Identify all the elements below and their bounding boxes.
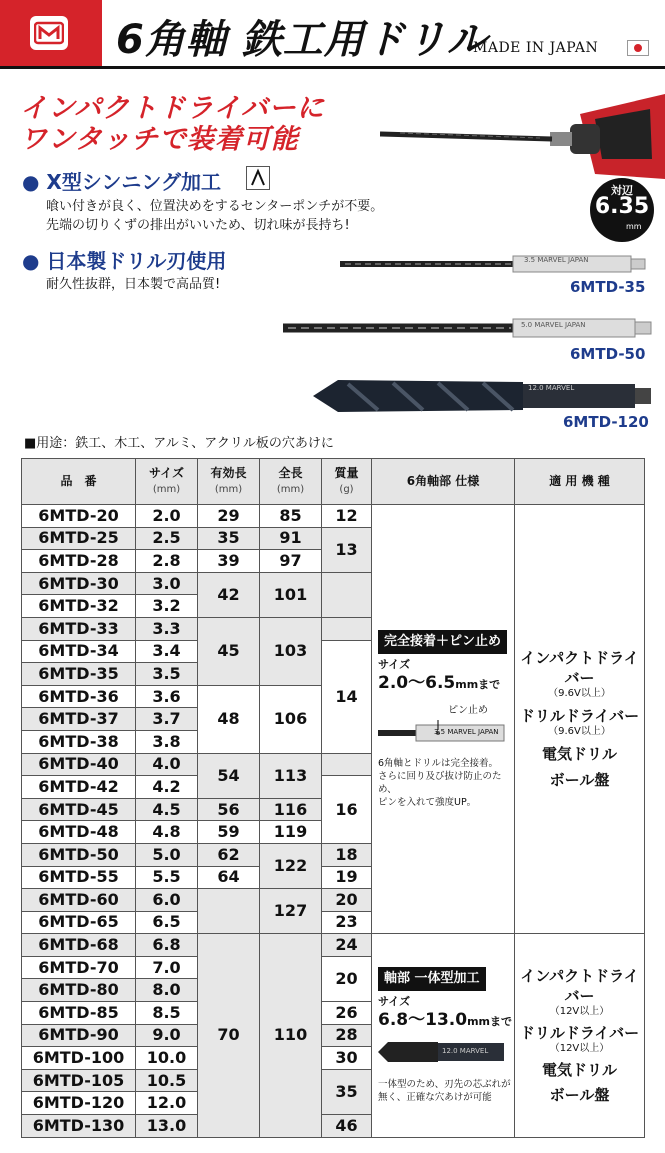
mass-cell: 28 [322, 1024, 372, 1047]
part-number-cell: 6MTD-105 [22, 1069, 136, 1092]
col-header-effective-length: 有効長 (mm) [198, 459, 260, 505]
shank-spec-cell-2: 軸部 一体型加工 サイズ 6.8〜13.0mmまで 12.0 MARVEL 一体型のため、刃先の芯ぶれが 無く、正確な穴あけが可能 [372, 934, 515, 1137]
size-cell: 6.8 [136, 934, 198, 957]
part-number-cell: 6MTD-28 [22, 550, 136, 573]
machine-item: ボール盤 [549, 771, 610, 790]
brand-logo-icon [30, 16, 68, 50]
size-cell: 4.2 [136, 776, 198, 799]
feature-title-2: ● 日本製ドリル刃使用 [22, 249, 227, 273]
mass-cell: 18 [322, 843, 372, 866]
size-cell: 3.0 [136, 572, 198, 595]
machine-item: 電気ドリル [541, 745, 617, 764]
size-cell: 3.7 [136, 708, 198, 731]
made-in-label: MADE IN JAPAN [473, 40, 599, 56]
feature-title-1: ● X型シンニング加工 [22, 170, 221, 194]
drill-tip-icon [246, 166, 270, 190]
impact-driver-illustration [380, 64, 665, 184]
effective-length-cell: 62 [198, 843, 260, 866]
mass-cell: 14 [322, 640, 372, 753]
total-length-cell: 119 [260, 821, 322, 844]
part-number-cell: 6MTD-50 [22, 843, 136, 866]
part-number-cell: 6MTD-35 [22, 663, 136, 686]
page-title: 6角軸 鉄工用ドリル [116, 17, 488, 63]
part-number-cell: 6MTD-34 [22, 640, 136, 663]
part-number-cell: 6MTD-70 [22, 956, 136, 979]
size-cell: 2.0 [136, 505, 198, 528]
part-number-cell: 6MTD-85 [22, 1002, 136, 1025]
part-number-cell: 6MTD-60 [22, 889, 136, 912]
model-label-120: 6MTD-120 [563, 413, 649, 431]
size-cell: 5.0 [136, 843, 198, 866]
machine-cell-2 [515, 934, 645, 1137]
machine-item: 電気ドリル [541, 1060, 617, 1079]
effective-length-cell: 45 [198, 617, 260, 685]
effective-length-cell [198, 889, 260, 934]
size-cell: 3.8 [136, 730, 198, 753]
part-number-cell: 6MTD-25 [22, 527, 136, 550]
effective-length-cell: 56 [198, 798, 260, 821]
size-cell: 7.0 [136, 956, 198, 979]
spec-label-1: 完全接着＋ピン止め [378, 630, 507, 654]
size-cell: 13.0 [136, 1115, 198, 1138]
pin-label: ピン止め [448, 704, 488, 716]
total-length-cell: 91 [260, 527, 322, 550]
feature-desc-1a: 喰い付きが良く、位置決めをするセンターポンチが不要。 [46, 199, 384, 214]
mass-cell: 24 [322, 934, 372, 957]
col-header-part: 品 番 [22, 459, 136, 505]
part-number-cell: 6MTD-80 [22, 979, 136, 1002]
mass-cell: 12 [322, 505, 372, 528]
part-number-cell: 6MTD-38 [22, 730, 136, 753]
mass-cell: 16 [322, 776, 372, 844]
machine-item: ボール盤 [549, 1085, 610, 1104]
effective-length-cell: 70 [198, 934, 260, 1137]
machine-item: ドリルドライバー （9.6V以上） [519, 707, 640, 738]
mass-cell: 35 [322, 1069, 372, 1114]
mass-cell: 20 [322, 956, 372, 1001]
effective-length-cell: 29 [198, 505, 260, 528]
part-number-cell: 6MTD-40 [22, 753, 136, 776]
mass-cell: 26 [322, 1002, 372, 1025]
effective-length-cell: 42 [198, 572, 260, 617]
mass-cell: 13 [322, 527, 372, 572]
mass-cell: 46 [322, 1115, 372, 1138]
col-header-mass: 質量 (g) [322, 459, 372, 505]
size-cell: 3.4 [136, 640, 198, 663]
feature-desc-1b: 先端の切りくずの排出がいいため、切れ味が長持ち! [46, 218, 350, 233]
part-number-cell: 6MTD-100 [22, 1047, 136, 1070]
part-number-cell: 6MTD-33 [22, 617, 136, 640]
mass-cell [322, 617, 372, 640]
part-number-cell: 6MTD-30 [22, 572, 136, 595]
table-row [22, 934, 645, 957]
size-cell: 2.8 [136, 550, 198, 573]
machine-item: インパクトドライバー （12V以上） [520, 966, 639, 1017]
part-number-cell: 6MTD-32 [22, 595, 136, 618]
size-cell: 8.0 [136, 979, 198, 1002]
machine-item: ドリルドライバー （12V以上） [519, 1023, 640, 1054]
effective-length-cell: 59 [198, 821, 260, 844]
total-length-cell: 101 [260, 572, 322, 617]
drill-bit-50 [278, 312, 658, 344]
total-length-cell: 113 [260, 753, 322, 798]
size-cell: 8.5 [136, 1002, 198, 1025]
col-header-machine: 適 用 機 種 [515, 459, 645, 505]
size-cell: 3.5 [136, 663, 198, 686]
effective-length-cell: 39 [198, 550, 260, 573]
part-number-cell: 6MTD-37 [22, 708, 136, 731]
total-length-cell: 116 [260, 798, 322, 821]
size-cell: 3.2 [136, 595, 198, 618]
machine-cell-1 [515, 505, 645, 934]
drill-bit-35 [335, 250, 655, 278]
size-cell: 10.0 [136, 1047, 198, 1070]
size-cell: 4.8 [136, 821, 198, 844]
part-number-cell: 6MTD-20 [22, 505, 136, 528]
feature-desc-2: 耐久性抜群，日本製で高品質! [46, 277, 221, 292]
col-header-total-length: 全長 (mm) [260, 459, 322, 505]
model-label-50: 6MTD-50 [570, 345, 646, 363]
mass-cell: 30 [322, 1047, 372, 1070]
total-length-cell: 103 [260, 617, 322, 685]
model-label-35: 6MTD-35 [570, 278, 646, 296]
size-cell: 3.6 [136, 685, 198, 708]
spec-label-2: 軸部 一体型加工 [378, 967, 486, 991]
part-number-cell: 6MTD-65 [22, 911, 136, 934]
size-cell: 6.0 [136, 889, 198, 912]
effective-length-cell: 48 [198, 685, 260, 753]
size-cell: 2.5 [136, 527, 198, 550]
mass-cell: 19 [322, 866, 372, 889]
effective-length-cell: 35 [198, 527, 260, 550]
mass-cell: 23 [322, 911, 372, 934]
part-number-cell: 6MTD-55 [22, 866, 136, 889]
mass-cell [322, 753, 372, 776]
japan-flag-icon [627, 40, 649, 56]
total-length-cell: 97 [260, 550, 322, 573]
size-cell: 5.5 [136, 866, 198, 889]
part-number-cell: 6MTD-90 [22, 1024, 136, 1047]
effective-length-cell: 64 [198, 866, 260, 889]
col-header-shank-spec: 6角軸部 仕様 [372, 459, 515, 505]
machine-item: インパクトドライバー （9.6V以上） [520, 649, 639, 700]
mass-cell: 20 [322, 889, 372, 912]
shank-spec-cell-1: 完全接着＋ピン止め サイズ 2.0〜6.5mmまで ピン止め 3.5 MARVEL JAPAN 6角軸とドリルは完全接着。 さらに回り及び抜け防止のため、 ピンを入れて強度UP。 [372, 505, 515, 934]
total-length-cell: 122 [260, 843, 322, 888]
drill-text-35: 3.5 MARVEL JAPAN [524, 256, 589, 264]
header-bar [0, 0, 665, 68]
spec-table [21, 458, 645, 1138]
hex-size-badge: 対辺 6.35 mm [590, 178, 654, 242]
total-length-cell: 110 [260, 934, 322, 1137]
part-number-cell: 6MTD-68 [22, 934, 136, 957]
mass-cell [322, 572, 372, 617]
part-number-cell: 6MTD-120 [22, 1092, 136, 1115]
size-cell: 4.5 [136, 798, 198, 821]
size-cell: 12.0 [136, 1092, 198, 1115]
catch-line-2: ワンタッチで装着可能 [20, 124, 299, 155]
drill-text-120: 12.0 MARVEL [528, 384, 575, 392]
part-number-cell: 6MTD-45 [22, 798, 136, 821]
part-number-cell: 6MTD-48 [22, 821, 136, 844]
drill-text-50: 5.0 MARVEL JAPAN [521, 321, 586, 329]
size-cell: 6.5 [136, 911, 198, 934]
size-cell: 3.3 [136, 617, 198, 640]
usage-note: ■用途：鉄工、木工、アルミ、アクリル板の穴あけに [24, 436, 334, 451]
size-cell: 4.0 [136, 753, 198, 776]
part-number-cell: 6MTD-36 [22, 685, 136, 708]
table-row [22, 505, 645, 528]
size-cell: 10.5 [136, 1069, 198, 1092]
total-length-cell: 85 [260, 505, 322, 528]
table-header-row [22, 459, 645, 505]
effective-length-cell: 54 [198, 753, 260, 798]
total-length-cell: 106 [260, 685, 322, 753]
size-cell: 9.0 [136, 1024, 198, 1047]
catch-line-1: インパクトドライバーに [20, 93, 325, 124]
part-number-cell: 6MTD-42 [22, 776, 136, 799]
part-number-cell: 6MTD-130 [22, 1115, 136, 1138]
total-length-cell: 127 [260, 889, 322, 934]
col-header-size: サイズ (mm) [136, 459, 198, 505]
